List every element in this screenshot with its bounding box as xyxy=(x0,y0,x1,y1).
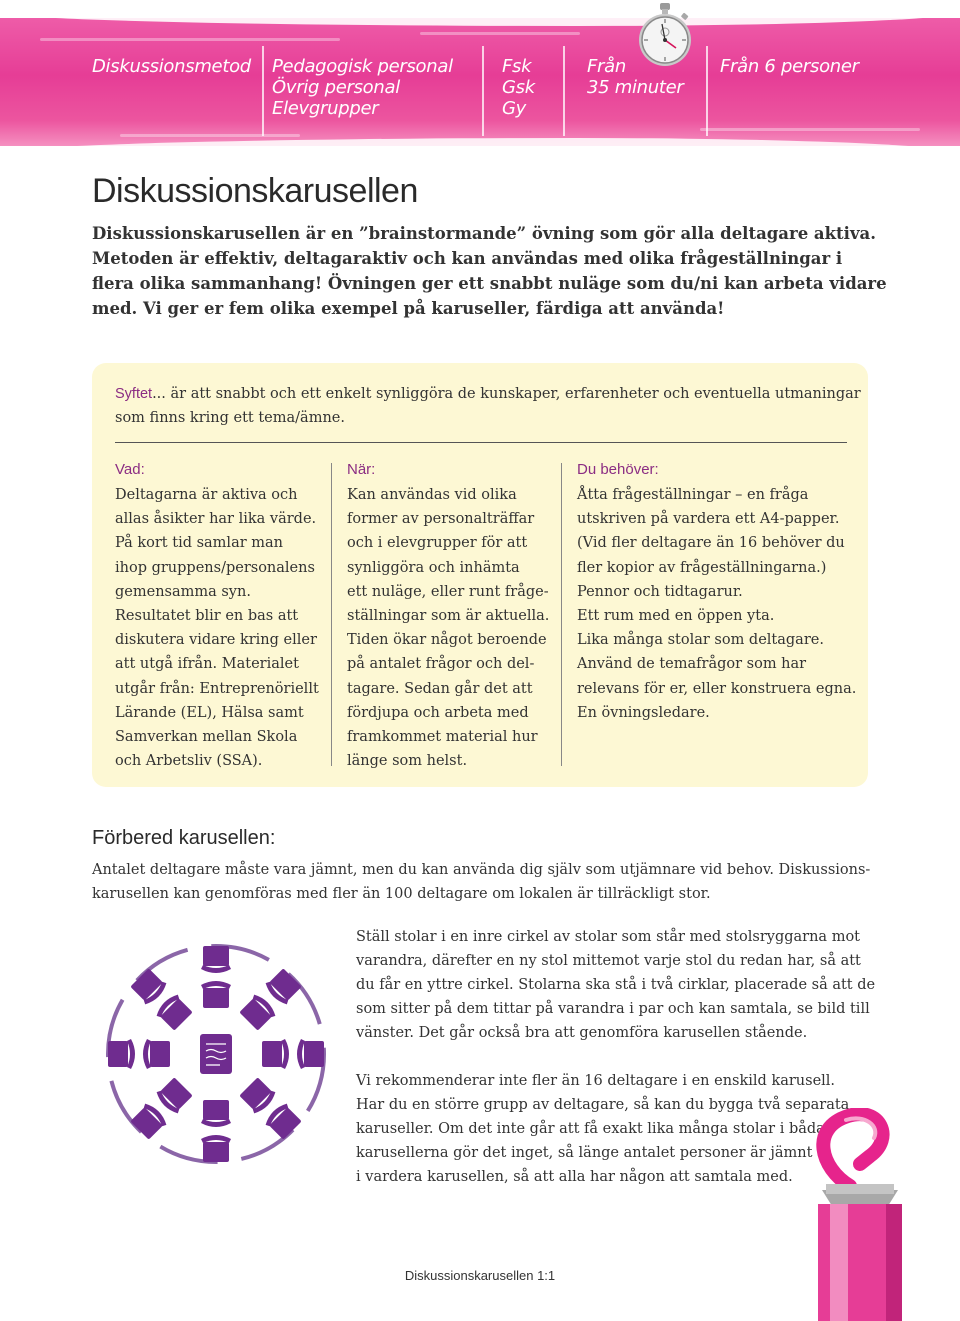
column-line: och Arbetsliv (SSA). xyxy=(115,753,263,770)
instruction-line: karuseller. Om det inte går att få exakt lika många stolar i båda xyxy=(356,1121,825,1137)
brush-streak xyxy=(700,128,920,131)
instruction-line: du får en yttre cirkel. Stolarna ska stå i två cirklar, placerade så att de xyxy=(356,977,876,993)
header-method: Diskussionsmetod xyxy=(92,56,251,77)
column-line: utgår från: Entreprenöriellt xyxy=(115,680,319,697)
time-value: 35 minuter xyxy=(587,77,684,98)
column-line: Resultatet blir en bas att xyxy=(115,608,299,625)
level-line: Gy xyxy=(502,98,527,119)
column-line: ihop gruppens/personalens xyxy=(115,559,315,576)
column-line: synliggöra och inhämta xyxy=(347,559,520,576)
column-line: länge som helst. xyxy=(347,753,468,770)
column-heading-behover: Du behöver: xyxy=(577,461,659,478)
header-levels xyxy=(502,56,535,119)
intro-line: flera olika sammanhang! Övningen ger ett snabbt nuläge som du/ni kan arbeta vidare xyxy=(92,274,887,293)
column-line: Deltagarna är aktiva och xyxy=(115,487,298,503)
column-line: Åtta frågeställningar – en fråga xyxy=(577,487,809,503)
column-line: Använd de temafrågor som har xyxy=(577,656,807,673)
intro-line: med. Vi ger er fem olika exempel på karuseller, färdiga att använda! xyxy=(92,299,725,318)
header-audience xyxy=(272,56,453,119)
column-line: fler kopior av frågeställningarna.) xyxy=(577,559,827,576)
purpose-line: ... är att snabbt och ett enkelt synliggöra de kunskaper, erfarenheter och eventuella utmaningar xyxy=(152,386,861,402)
instruction-line: Vi rekommenderar inte fler än 16 deltagare i en enskild karusell. xyxy=(356,1073,836,1089)
column-line: och i elevgrupper för att xyxy=(347,535,528,552)
column-line: gemensamma syn. xyxy=(115,583,251,600)
column-line: Kan användas vid olika xyxy=(347,487,517,503)
header-divider xyxy=(706,46,708,136)
intro-line: Diskussionskarusellen är en ”brainstormande” övning som gör alla deltagare aktiva. xyxy=(92,224,876,243)
column-heading-nar: När: xyxy=(347,461,376,478)
column-line: utskriven på vardera ett A4-papper. xyxy=(577,511,840,528)
paint-tube-icon xyxy=(800,1108,950,1321)
level-line: Fsk xyxy=(502,56,532,77)
column-line: Lärande (EL), Hälsa samt xyxy=(115,704,304,721)
column-divider xyxy=(561,463,562,766)
level-line: Gsk xyxy=(502,77,535,98)
column-line: tagare. Sedan går det att xyxy=(347,680,533,697)
purpose-label: Syftet xyxy=(115,386,153,402)
page-footer: Diskussionskarusellen 1:1 xyxy=(404,1268,556,1283)
column-line: allas åsikter har lika värde. xyxy=(115,511,317,528)
section-heading-prepare: Förbered karusellen: xyxy=(92,827,276,849)
header-group-size: Från 6 personer xyxy=(720,56,859,77)
column-vad xyxy=(115,483,319,773)
brush-streak xyxy=(120,134,300,137)
brush-edge xyxy=(0,18,960,26)
column-line: former av personalträffar xyxy=(347,511,535,528)
audience-line: Pedagogisk personal xyxy=(272,56,453,77)
column-line: Tiden ökar något beroende xyxy=(347,632,547,649)
card-divider xyxy=(115,442,847,443)
stopwatch-icon xyxy=(636,2,694,68)
brush-streak xyxy=(420,32,580,35)
prepare-text xyxy=(92,858,870,906)
column-line: ställningar som är aktuella. xyxy=(347,608,550,625)
column-line: fördjupa och arbeta med xyxy=(347,704,529,721)
column-line: ett nuläge, eller runt fråge- xyxy=(347,583,549,600)
column-nar xyxy=(347,483,549,773)
header-divider xyxy=(482,46,484,136)
column-line: på antalet frågor och del- xyxy=(347,656,535,673)
column-line: att utgå ifrån. Materialet xyxy=(115,656,299,673)
column-line: diskutera vidare kring eller xyxy=(115,632,317,649)
instruction-line: varandra, därefter en ny stol mittemot varje stol du redan har, så att xyxy=(356,953,861,969)
brush-edge xyxy=(0,138,960,146)
purpose-line-2: som finns kring ett tema/ämne. xyxy=(115,410,345,426)
instructions-paragraph-1 xyxy=(356,925,875,1045)
prepare-line: karusellen kan genomföras med fler än 100 deltagare om lokalen är tillräckligt stor. xyxy=(92,886,711,902)
instruction-line: vänster. Det går också bra att genomföra karusellen stående. xyxy=(356,1025,808,1041)
instruction-line: Har du en större grupp av deltagare, så kan du bygga två separata xyxy=(356,1097,850,1113)
paper-icon xyxy=(200,1034,232,1074)
column-divider xyxy=(331,463,332,766)
instructions-paragraph-2 xyxy=(356,1069,849,1189)
page-title: Diskussionskarusellen xyxy=(92,172,418,210)
column-line: På kort tid samlar man xyxy=(115,535,283,552)
brush-streak xyxy=(40,38,340,41)
column-line: Lika många stolar som deltagare. xyxy=(577,632,824,649)
prepare-line: Antalet deltagare måste vara jämnt, men du kan använda dig själv som utjämnare vid behov. Diskussions- xyxy=(92,862,871,878)
time-label: Från xyxy=(587,56,626,77)
column-line: framkommet material hur xyxy=(347,729,538,746)
column-line: Samverkan mellan Skola xyxy=(115,729,298,746)
header-banner xyxy=(0,18,960,146)
column-line: relevans för er, eller konstruera egna. xyxy=(577,680,857,697)
instruction-line: Ställ stolar i en inre cirkel av stolar som står med stolsryggarna mot xyxy=(356,929,860,945)
purpose-text xyxy=(115,382,865,430)
audience-line: Elevgrupper xyxy=(272,98,379,119)
instruction-line: i vardera karusellen, så att alla har någon att samtala med. xyxy=(356,1169,793,1185)
intro-line: Metoden är effektiv, deltagaraktiv och kan användas med olika frågeställningar i xyxy=(92,249,843,268)
column-heading-vad: Vad: xyxy=(115,461,145,478)
column-line: Pennor och tidtagarur. xyxy=(577,583,743,600)
column-line: (Vid fler deltagare än 16 behöver du xyxy=(577,535,845,552)
column-behover xyxy=(577,483,856,725)
chair-circle-icon xyxy=(88,930,348,1180)
column-line: Ett rum med en öppen yta. xyxy=(577,608,775,625)
header-divider xyxy=(563,46,565,136)
intro-text xyxy=(92,221,912,321)
column-line: En övningsledare. xyxy=(577,704,710,721)
audience-line: Övrig personal xyxy=(272,77,400,98)
instruction-line: karusellerna gör det inget, så länge antalet personer är jämnt xyxy=(356,1145,813,1161)
header-divider xyxy=(262,46,264,136)
purpose-line-1 xyxy=(115,382,865,406)
instruction-line: som sitter på dem tittar på varandra i par och kan samtala, se bild till xyxy=(356,1001,870,1017)
